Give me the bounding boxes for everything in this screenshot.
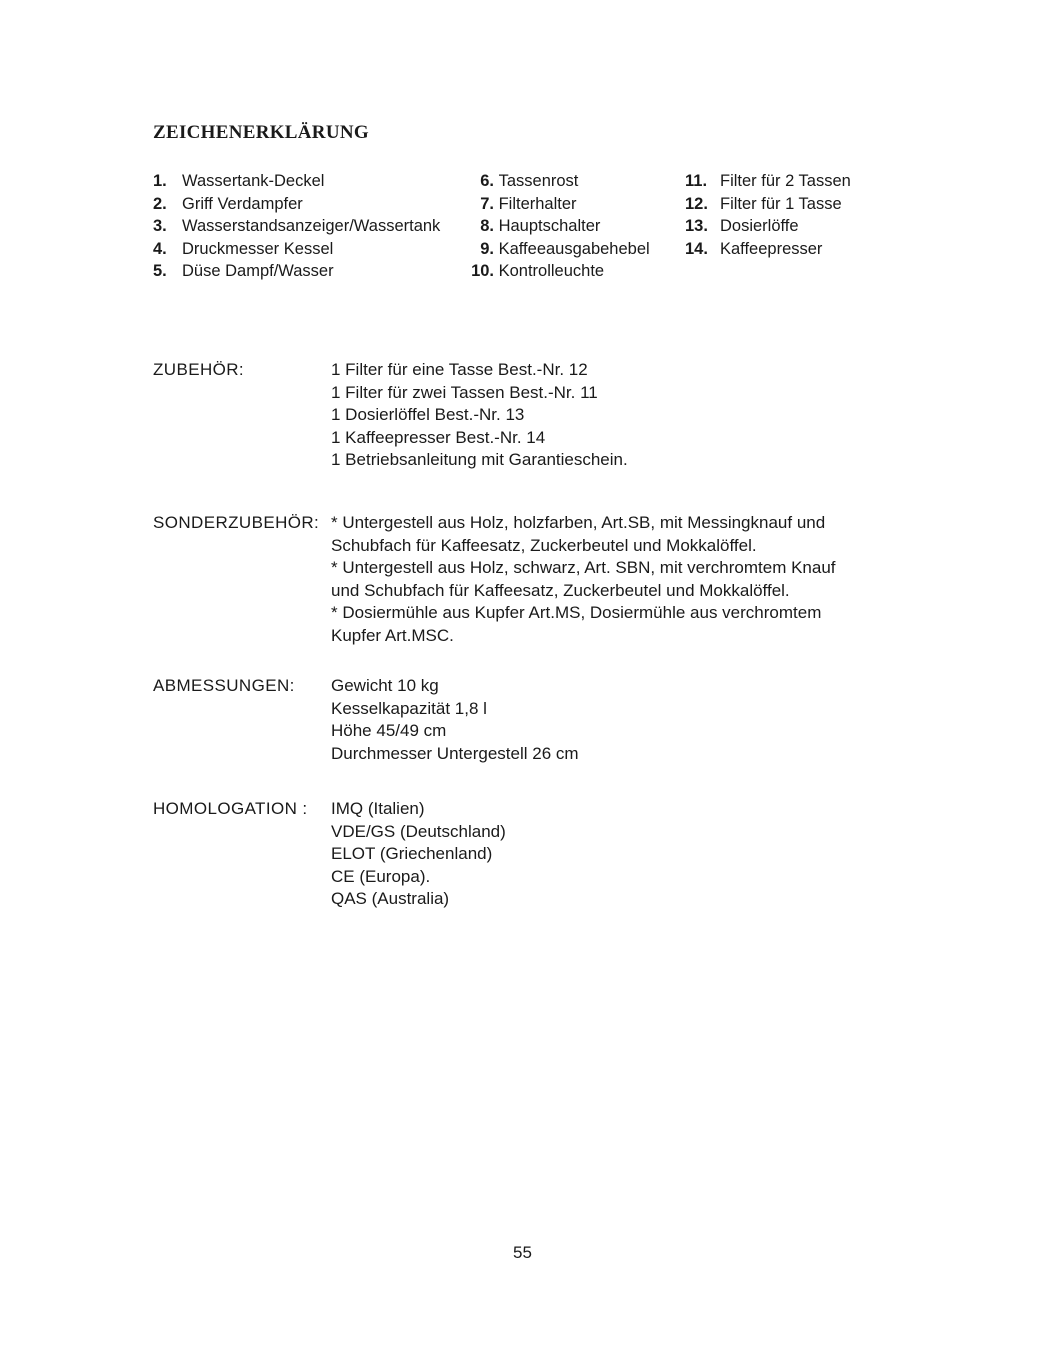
section-label: SONDERZUBEHÖR:	[153, 513, 320, 532]
legend-item	[458, 238, 650, 261]
page-title: ZEICHENERKLÄRUNG	[153, 122, 369, 143]
section-label: ABMESSUNGEN:	[153, 676, 295, 695]
legend-number: 11.	[685, 172, 708, 190]
section-line: CE (Europa).	[331, 866, 431, 886]
legend-item	[153, 193, 440, 216]
section-line: Kupfer Art.MSC.	[331, 625, 454, 645]
legend-label: Druckmesser Kessel	[182, 239, 334, 258]
section-abmessungen	[153, 675, 579, 765]
legend-number: 10.	[471, 262, 494, 280]
section-line: und Schubfach für Kaffeesatz, Zuckerbeutel und Mokkalöffel.	[331, 580, 790, 600]
section-lines	[331, 798, 506, 911]
legend-item	[458, 170, 650, 193]
section-line: Höhe 45/49 cm	[331, 721, 447, 740]
section-lines	[331, 359, 628, 472]
legend-label: Filter für 1 Tasse	[720, 194, 842, 213]
section-label: HOMOLOGATION :	[153, 799, 308, 818]
legend-label: Filterhalter	[498, 194, 577, 213]
legend-label: Hauptschalter	[498, 217, 601, 235]
legend-label: Filter für 2 Tassen	[720, 172, 851, 190]
section-zubehoer	[153, 359, 628, 472]
section-lines	[331, 675, 579, 765]
legend-item	[685, 238, 851, 261]
section-line: 1 Betriebsanleitung mit Garantieschein.	[331, 450, 628, 469]
section-lines	[331, 512, 836, 647]
legend-label: Dosierlöffe	[720, 217, 799, 235]
section-line: Schubfach für Kaffeesatz, Zuckerbeutel und Mokkalöffel.	[331, 535, 757, 555]
section-line: * Untergestell aus Holz, holzfarben, Art.SB, mit Messingknauf und	[331, 513, 826, 532]
legend-column-3	[685, 170, 851, 260]
legend-number: 1.	[153, 172, 167, 190]
section-line: * Untergestell aus Holz, schwarz, Art. SBN, mit verchromtem Knauf	[331, 558, 836, 577]
legend-item	[458, 193, 650, 216]
section-label: ZUBEHÖR:	[153, 360, 245, 379]
legend-item	[153, 215, 440, 238]
section-homologation	[153, 798, 506, 911]
section-line: 1 Dosierlöffel Best.-Nr. 13	[331, 405, 525, 424]
legend-number: 14.	[685, 239, 708, 258]
section-line: Gewicht 10 kg	[331, 676, 439, 695]
legend-number: 6.	[480, 172, 494, 190]
section-line: ELOT (Griechenland)	[331, 844, 493, 863]
legend-number: 7.	[480, 194, 494, 213]
section-line: VDE/GS (Deutschland)	[331, 821, 506, 841]
page-number: 55	[513, 1243, 532, 1262]
section-line: * Dosiermühle aus Kupfer Art.MS, Dosiermühle aus verchromtem	[331, 603, 822, 622]
section-line: 1 Kaffeepresser Best.-Nr. 14	[331, 427, 546, 447]
section-sonderzubehoer	[153, 512, 836, 647]
legend-item	[458, 260, 650, 283]
legend-item	[153, 238, 440, 261]
legend-label: Kaffeeausgabehebel	[498, 239, 650, 258]
legend-number: 13.	[685, 217, 708, 235]
legend-number: 4.	[153, 239, 167, 258]
legend-label: Düse Dampf/Wasser	[182, 262, 334, 280]
legend-number: 5.	[153, 262, 167, 280]
legend-label: Griff Verdampfer	[182, 194, 303, 213]
legend-item	[685, 170, 851, 193]
legend-column-2	[458, 170, 650, 283]
legend-number: 9.	[480, 239, 494, 258]
legend-number: 3.	[153, 217, 167, 235]
section-line: 1 Filter für eine Tasse Best.-Nr. 12	[331, 360, 588, 379]
legend-item	[458, 215, 650, 238]
legend-item	[153, 170, 440, 193]
section-line: QAS (Australia)	[331, 889, 450, 908]
section-line: IMQ (Italien)	[331, 799, 425, 818]
section-line: Durchmesser Untergestell 26 cm	[331, 743, 579, 763]
legend-item	[685, 215, 851, 238]
legend-label: Kaffeepresser	[720, 239, 823, 258]
legend-label: Kontrolleuchte	[498, 262, 605, 280]
legend-label: Tassenrost	[498, 172, 579, 190]
section-line: 1 Filter für zwei Tassen Best.-Nr. 11	[331, 382, 598, 402]
legend-label: Wasserstandsanzeiger/Wassertank	[182, 217, 441, 235]
legend-item	[153, 260, 440, 283]
section-line: Kesselkapazität 1,8 l	[331, 698, 487, 718]
legend-column-1	[153, 170, 440, 283]
legend-label: Wassertank-Deckel	[182, 172, 325, 190]
legend-number: 2.	[153, 194, 167, 213]
legend-number: 8.	[480, 217, 494, 235]
legend-item	[685, 193, 851, 216]
legend-number: 12.	[685, 194, 708, 213]
